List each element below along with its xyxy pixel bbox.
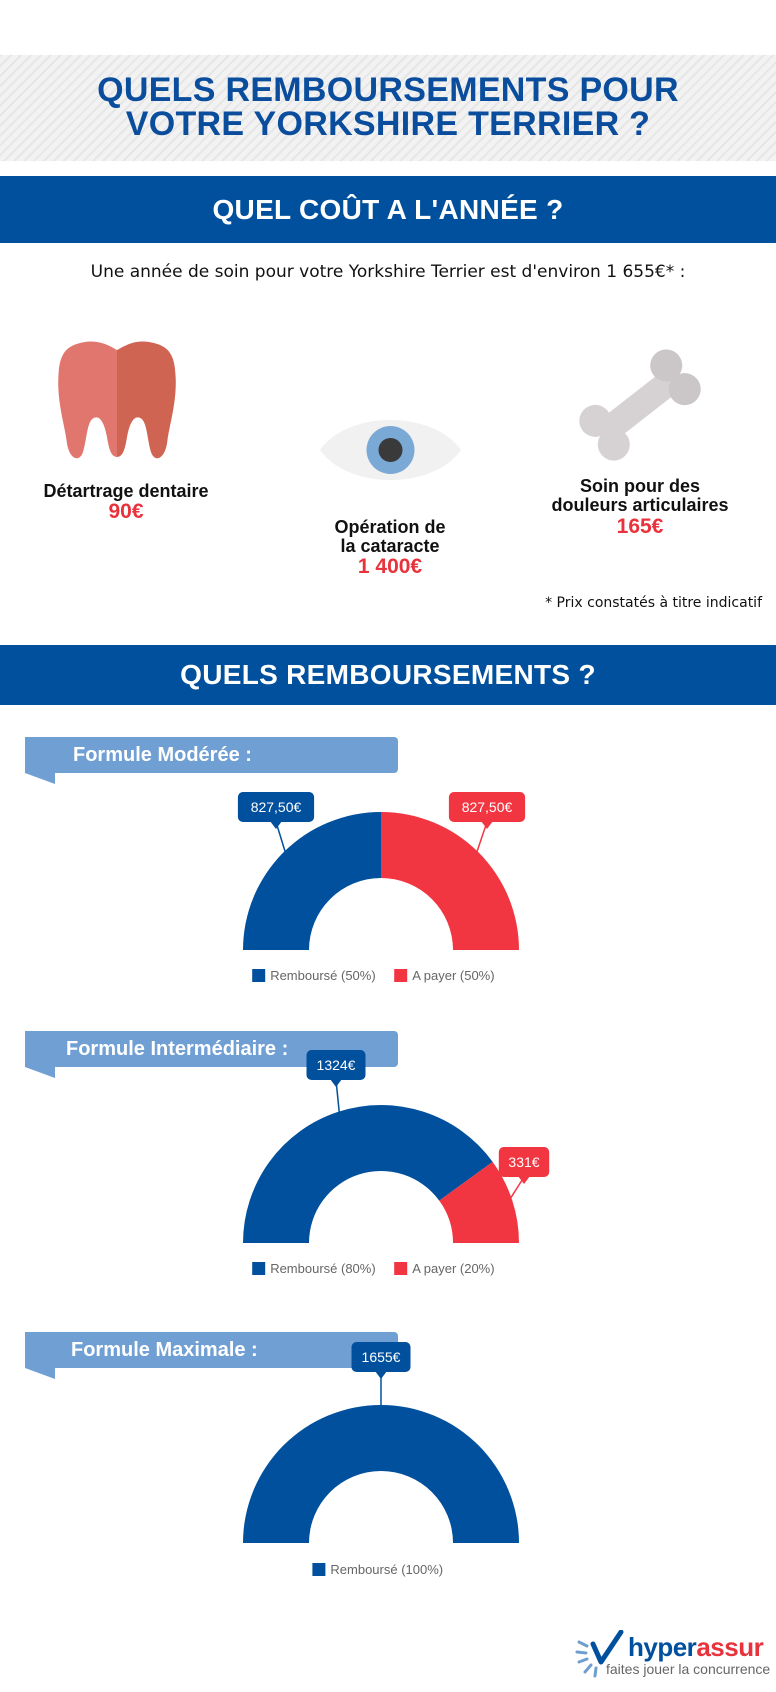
- logo-brand-main: hyper: [628, 1632, 697, 1662]
- data-label: 827,50€: [461, 799, 513, 815]
- chart-maximale: [0, 1340, 776, 1590]
- data-label-callout: [307, 1050, 366, 1116]
- page-title-line-1: QUELS REMBOURSEMENTS POUR: [97, 71, 679, 109]
- legend-item: [252, 1261, 376, 1276]
- logo-tagline: faites jouer la concurrence: [606, 1661, 771, 1677]
- legend-swatch: [394, 1262, 407, 1275]
- eye-icon: [318, 402, 463, 498]
- legend-label: Remboursé (50%): [270, 968, 376, 983]
- chart-slice: [243, 1405, 519, 1543]
- chart-slice: [381, 812, 519, 950]
- price-footnote: * Prix constatés à titre indicatif: [545, 595, 762, 611]
- item-label-joint-1: Soin pour des: [579, 476, 700, 496]
- legend-label: Remboursé (80%): [270, 1261, 376, 1276]
- item-label-cataract-1: Opération de: [334, 517, 446, 537]
- reimbursement-section-heading: QUELS REMBOURSEMENTS ?: [180, 659, 596, 690]
- legend-item: [312, 1562, 443, 1577]
- bone-icon: [575, 340, 705, 470]
- legend-swatch: [252, 969, 265, 982]
- item-price-joint: 165€: [616, 515, 664, 538]
- data-label: 1324€: [316, 1057, 356, 1073]
- cost-section-heading-band: [0, 176, 776, 243]
- data-label: 827,50€: [250, 799, 302, 815]
- chart-intermediaire: [0, 1040, 776, 1290]
- item-price-dental: 90€: [108, 500, 144, 523]
- logo-brand-accent: assur: [696, 1632, 764, 1662]
- chart-moderee: [0, 780, 776, 1000]
- legend-label: A payer (20%): [412, 1261, 495, 1276]
- formula-title-intermediaire: Formule Intermédiaire :: [66, 1038, 289, 1060]
- cost-intro-text: Une année de soin pour votre Yorkshire Terrier est d'environ 1 655€* :: [90, 262, 686, 282]
- item-label-joint-2: douleurs articulaires: [551, 495, 729, 515]
- legend-item: [394, 968, 494, 983]
- legend-swatch: [394, 969, 407, 982]
- page-title-line-2: VOTRE YORKSHIRE TERRIER ?: [125, 105, 651, 143]
- item-price-cataract: 1 400€: [357, 555, 423, 578]
- reimbursement-section-heading-band: [0, 645, 776, 705]
- data-label-callout: [352, 1342, 411, 1409]
- legend-label: Remboursé (100%): [330, 1562, 444, 1577]
- legend-label: A payer (50%): [412, 968, 495, 983]
- formula-title-maximale: Formule Maximale :: [71, 1339, 258, 1361]
- item-label-dental: Détartrage dentaire: [43, 481, 209, 501]
- hyperassur-logo-text: [628, 1632, 763, 1663]
- legend-swatch: [252, 1262, 265, 1275]
- item-label-cataract-2: la cataracte: [340, 536, 440, 556]
- tooth-icon: [56, 340, 178, 465]
- data-label: 331€: [508, 1154, 540, 1170]
- cost-section-heading: QUEL COÛT A L'ANNÉE ?: [212, 193, 564, 225]
- title-band: [0, 55, 776, 161]
- formula-title-moderee: Formule Modérée :: [73, 744, 252, 766]
- legend-swatch: [312, 1563, 325, 1576]
- legend-item: [394, 1261, 494, 1276]
- chart-slice: [243, 812, 381, 950]
- legend-item: [252, 968, 376, 983]
- data-label: 1655€: [361, 1349, 401, 1365]
